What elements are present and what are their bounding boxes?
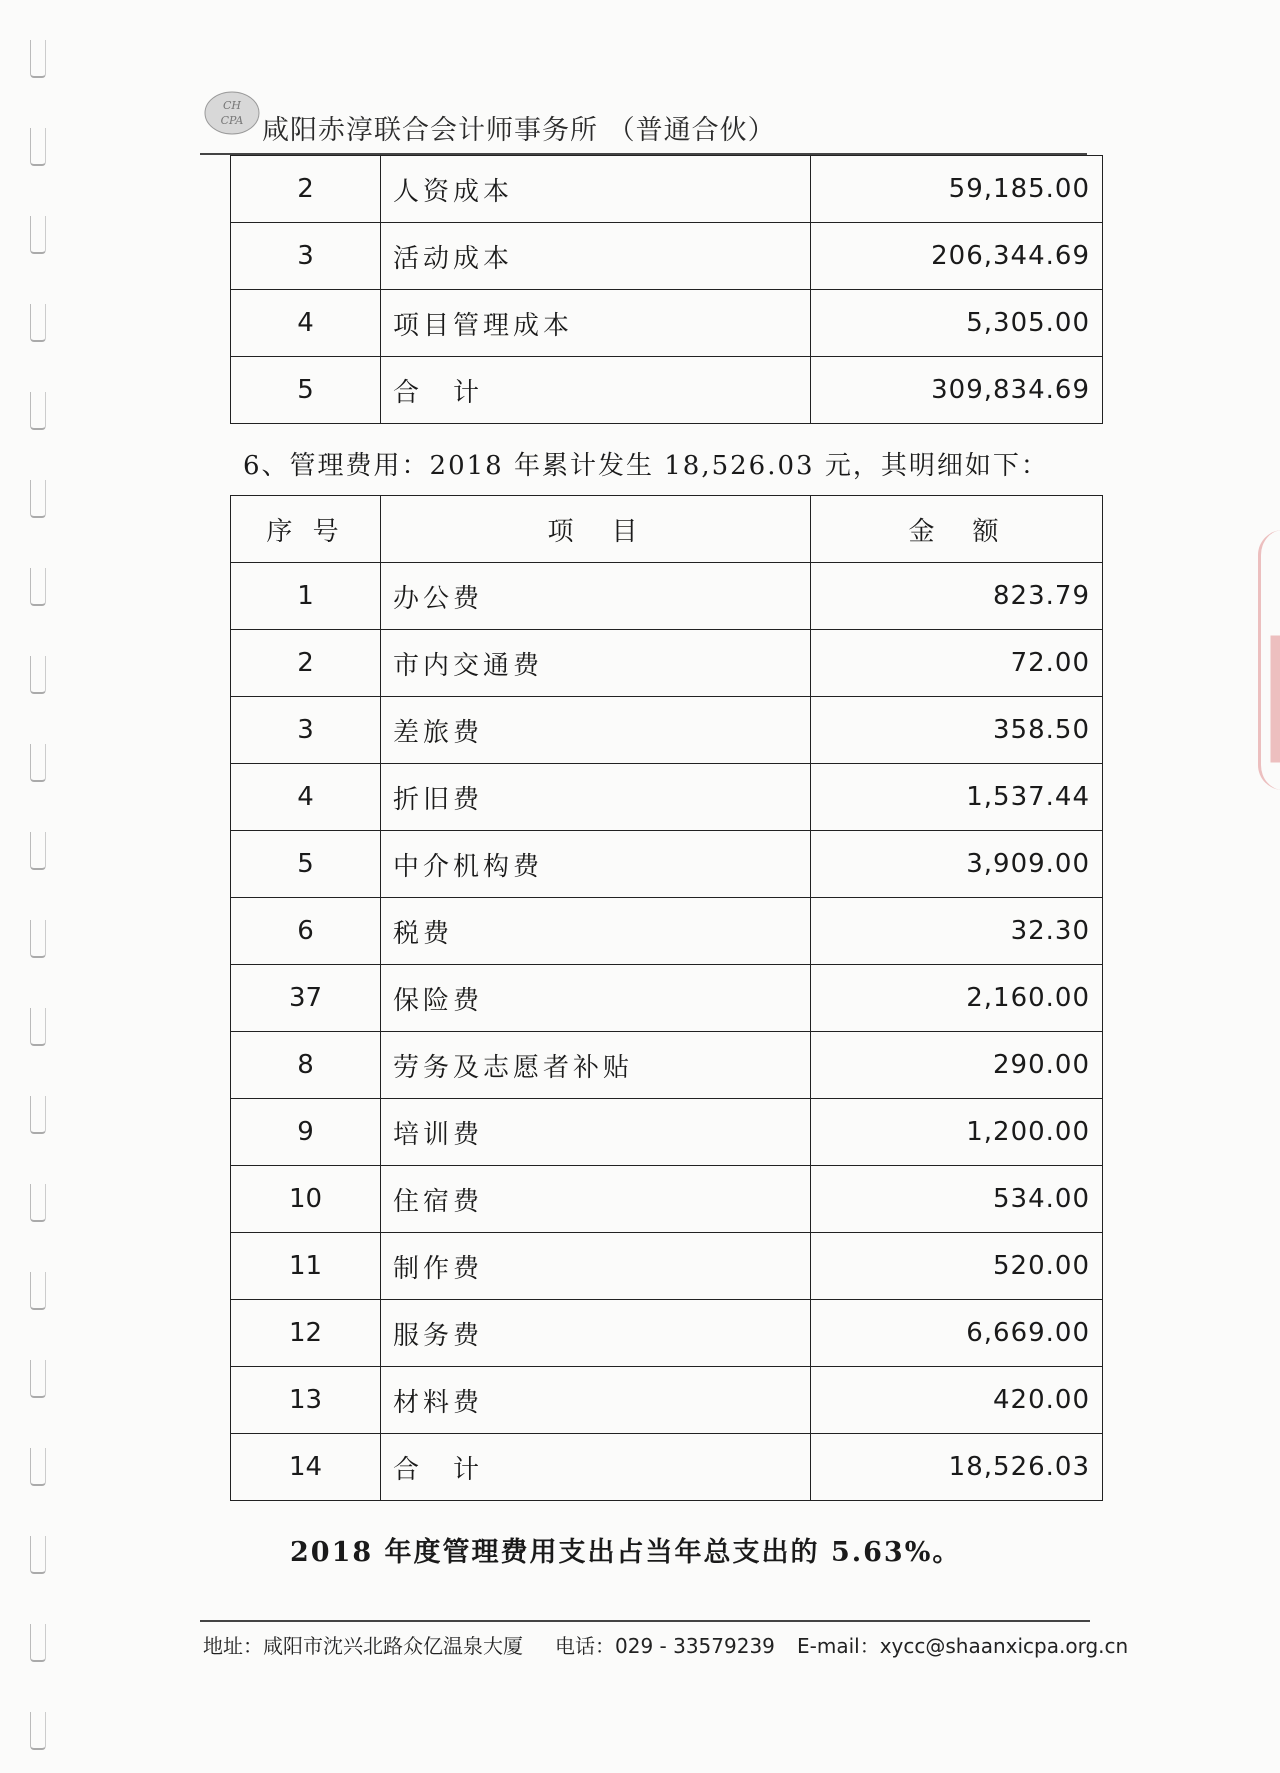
table-row (231, 764, 1103, 831)
row-amount: 32.30 (811, 898, 1103, 965)
row-item-name: 合 计 (381, 1434, 811, 1501)
row-seq: 14 (231, 1434, 381, 1501)
management-expense-table (230, 495, 1103, 1501)
row-seq: 5 (231, 357, 381, 424)
row-item-name: 人资成本 (381, 156, 811, 223)
firm-logo-icon (203, 90, 261, 136)
cost-table (230, 155, 1103, 424)
row-amount: 5,305.00 (811, 290, 1103, 357)
row-item-name: 差旅费 (381, 697, 811, 764)
row-item-name: 活动成本 (381, 223, 811, 290)
row-amount: 2,160.00 (811, 965, 1103, 1032)
table-row (231, 290, 1103, 357)
table-row (231, 1233, 1103, 1300)
table-row (231, 1032, 1103, 1099)
row-item-name: 合 计 (381, 357, 811, 424)
row-seq: 3 (231, 223, 381, 290)
binding-hole (30, 1536, 46, 1574)
row-item-name: 保险费 (381, 965, 811, 1032)
row-item-name: 服务费 (381, 1300, 811, 1367)
header-item: 项 目 (381, 496, 811, 563)
binding-hole (30, 480, 46, 518)
row-seq: 12 (231, 1300, 381, 1367)
table-row (231, 1166, 1103, 1233)
footer-email: E-mail：xycc@shaanxicpa.org.cn (797, 1634, 1129, 1658)
table-header-row (231, 496, 1103, 563)
row-amount: 59,185.00 (811, 156, 1103, 223)
conclusion-text: 2018 年度管理费用支出占当年总支出的 5.63%。 (290, 1537, 962, 1568)
binding-hole (30, 1184, 46, 1222)
binding-hole (30, 1624, 46, 1662)
row-item-name: 劳务及志愿者补贴 (381, 1032, 811, 1099)
row-seq: 1 (231, 563, 381, 630)
table-row (231, 1367, 1103, 1434)
row-amount: 1,537.44 (811, 764, 1103, 831)
svg-text:CH: CH (222, 99, 242, 112)
row-item-name: 住宿费 (381, 1166, 811, 1233)
row-amount: 206,344.69 (811, 223, 1103, 290)
row-amount: 358.50 (811, 697, 1103, 764)
row-amount: 534.00 (811, 1166, 1103, 1233)
footer-address: 地址：咸阳市沈兴北路众亿温泉大厦 (203, 1634, 523, 1658)
row-seq: 13 (231, 1367, 381, 1434)
table-row (231, 697, 1103, 764)
binding-hole (30, 392, 46, 430)
binding-hole (30, 1096, 46, 1134)
table-row (231, 357, 1103, 424)
row-item-name: 中介机构费 (381, 831, 811, 898)
row-amount: 3,909.00 (811, 831, 1103, 898)
binding-hole (30, 216, 46, 254)
binding-hole (30, 920, 46, 958)
seal-stamp-edge (1258, 530, 1280, 790)
footer-divider (200, 1620, 1090, 1622)
binding-hole (30, 1712, 46, 1750)
section-6-heading: 6、管理费用：2018 年累计发生 18,526.03 元，其明细如下： (243, 451, 1049, 481)
row-item-name: 项目管理成本 (381, 290, 811, 357)
table-row (231, 563, 1103, 630)
firm-name: 咸阳赤淳联合会计师事务所 （普通合伙） (262, 115, 776, 146)
row-seq: 9 (231, 1099, 381, 1166)
row-seq: 5 (231, 831, 381, 898)
row-item-name: 市内交通费 (381, 630, 811, 697)
header-amount: 金 额 (811, 496, 1103, 563)
row-seq: 3 (231, 697, 381, 764)
header-seq: 序 号 (231, 496, 381, 563)
table-row (231, 898, 1103, 965)
row-amount: 520.00 (811, 1233, 1103, 1300)
row-amount: 18,526.03 (811, 1434, 1103, 1501)
row-item-name: 制作费 (381, 1233, 811, 1300)
table-row (231, 965, 1103, 1032)
row-seq: 2 (231, 630, 381, 697)
binding-hole (30, 832, 46, 870)
binding-hole (30, 128, 46, 166)
row-amount: 309,834.69 (811, 357, 1103, 424)
table-row (231, 223, 1103, 290)
row-seq: 6 (231, 898, 381, 965)
row-item-name: 培训费 (381, 1099, 811, 1166)
row-item-name: 办公费 (381, 563, 811, 630)
binding-holes (0, 0, 60, 1773)
row-item-name: 税费 (381, 898, 811, 965)
binding-hole (30, 1272, 46, 1310)
row-seq: 11 (231, 1233, 381, 1300)
row-seq: 10 (231, 1166, 381, 1233)
row-seq: 37 (231, 965, 381, 1032)
row-item-name: 材料费 (381, 1367, 811, 1434)
binding-hole (30, 656, 46, 694)
row-seq: 4 (231, 290, 381, 357)
table-row (231, 1434, 1103, 1501)
row-seq: 4 (231, 764, 381, 831)
row-item-name: 折旧费 (381, 764, 811, 831)
table-row (231, 156, 1103, 223)
binding-hole (30, 40, 46, 78)
binding-hole (30, 1360, 46, 1398)
row-amount: 420.00 (811, 1367, 1103, 1434)
row-amount: 6,669.00 (811, 1300, 1103, 1367)
binding-hole (30, 568, 46, 606)
row-amount: 290.00 (811, 1032, 1103, 1099)
table-row (231, 1099, 1103, 1166)
row-seq: 2 (231, 156, 381, 223)
table-row (231, 1300, 1103, 1367)
table-row (231, 630, 1103, 697)
svg-text:CPA: CPA (220, 114, 244, 127)
footer-phone: 电话：029 - 33579239 (555, 1634, 775, 1658)
row-amount: 72.00 (811, 630, 1103, 697)
binding-hole (30, 304, 46, 342)
table-row (231, 831, 1103, 898)
row-seq: 8 (231, 1032, 381, 1099)
binding-hole (30, 744, 46, 782)
row-amount: 1,200.00 (811, 1099, 1103, 1166)
binding-hole (30, 1008, 46, 1046)
binding-hole (30, 1448, 46, 1486)
row-amount: 823.79 (811, 563, 1103, 630)
